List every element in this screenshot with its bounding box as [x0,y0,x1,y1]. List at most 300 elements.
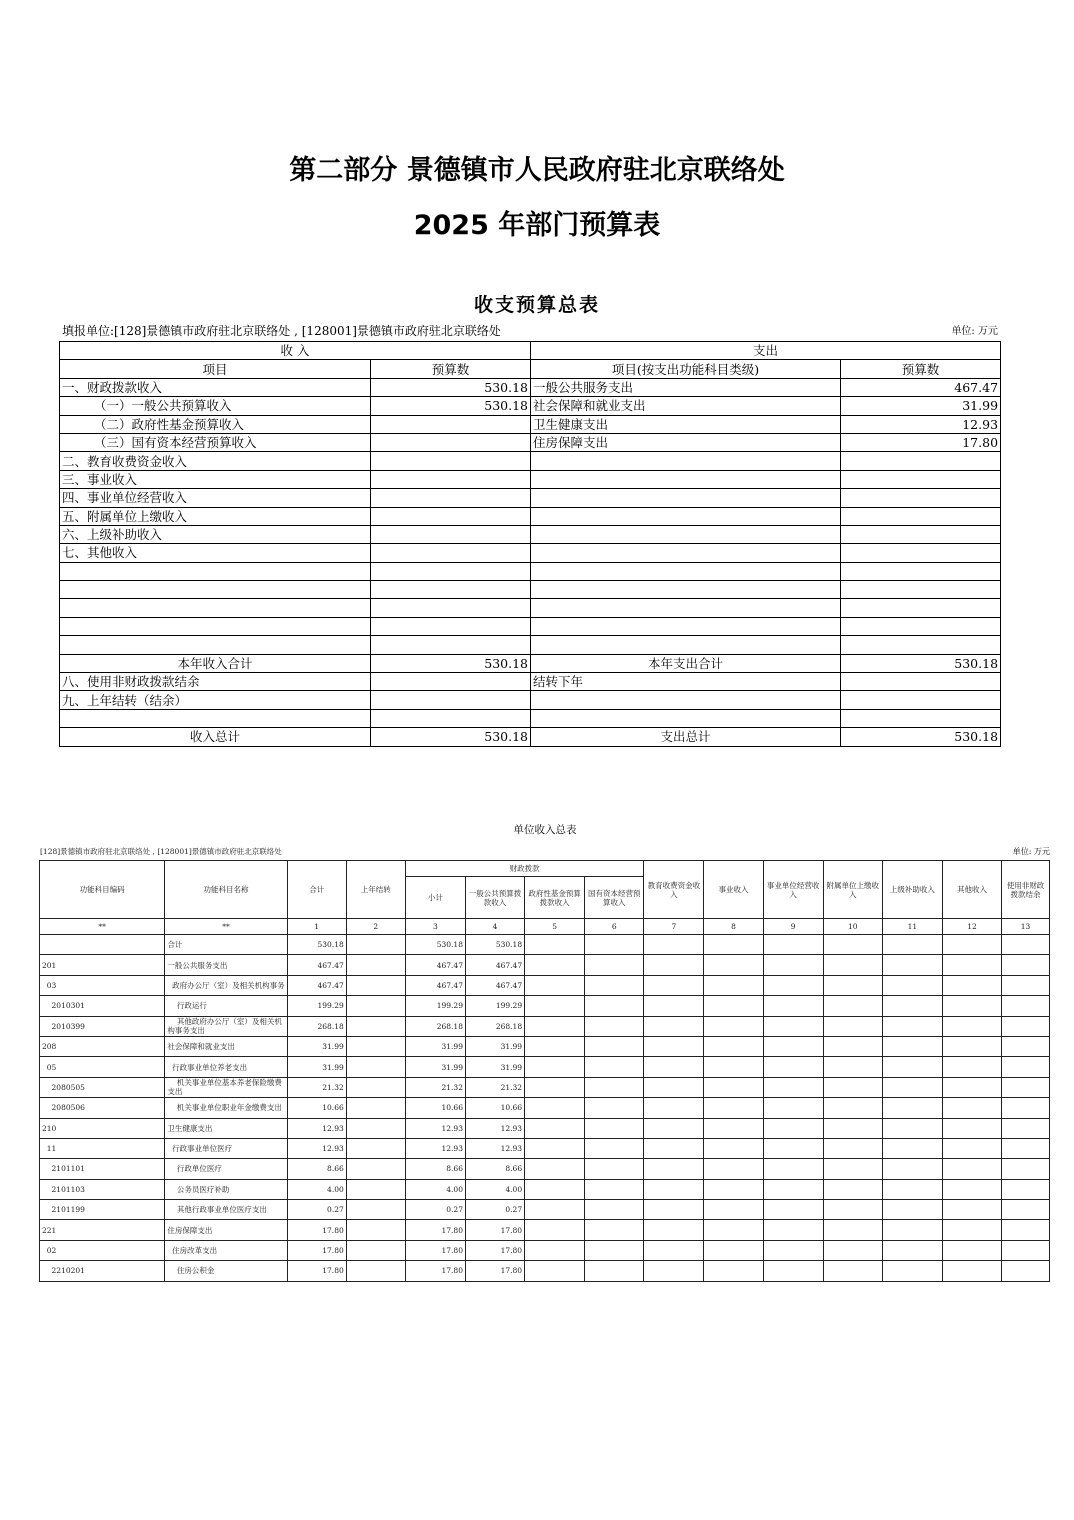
row-total: 12.93 [287,1118,346,1138]
empty-cell [525,996,585,1016]
func-name: 住房保障支出 [165,1220,287,1240]
row-last [346,955,405,975]
summary-total-row [60,691,1001,709]
empty-cell [763,975,823,995]
empty-cell [823,996,882,1016]
empty-cell [585,975,644,995]
empty-cell [763,1240,823,1260]
row-general: 31.99 [465,1057,524,1077]
summary-empty-row [60,581,1001,599]
row-total: 31.99 [287,1057,346,1077]
empty-cell [1002,1240,1050,1260]
empty-cell [1002,1200,1050,1220]
empty-cell [1002,1057,1050,1077]
empty-cell [942,1057,1001,1077]
empty-cell [763,1057,823,1077]
index-cell: 1 [287,919,346,935]
empty-cell [882,1118,942,1138]
row-total: 17.80 [287,1240,346,1260]
index-cell: 4 [465,919,524,935]
empty-cell [882,1200,942,1220]
empty-cell [763,1261,823,1281]
index-cell: 10 [823,919,882,935]
empty-cell [823,1240,882,1260]
func-code: 02 [40,1240,165,1260]
empty-cell [841,581,1001,599]
empty-cell [644,996,704,1016]
row-last [346,1261,405,1281]
row-last [346,996,405,1016]
income-item: 四、事业单位经营收入 [60,489,371,507]
summary-empty-row [60,636,1001,654]
func-name: 住房公积金 [165,1261,287,1281]
summary-table [59,341,1001,747]
year-expense-total: 本年支出合计 [531,654,841,672]
h-fund: 政府性基金预算拨款收入 [525,877,585,919]
index-cell: ** [165,919,287,935]
row-total: 467.47 [287,975,346,995]
empty-cell [531,599,841,617]
empty-cell [1002,1036,1050,1056]
year-income-total: 本年收入合计 [60,654,371,672]
income-row [40,1179,1050,1199]
func-code: 2080505 [40,1077,165,1097]
income-item: 一、财政拨款收入 [60,378,371,396]
summary-header-row [60,342,1001,360]
empty-cell [531,691,841,709]
empty-cell [823,1118,882,1138]
empty-cell [1002,935,1050,955]
empty-cell [704,1220,763,1240]
h-fiscal: 财政拨款 [405,861,643,877]
row-general: 530.18 [465,935,524,955]
empty-cell [942,1159,1001,1179]
index-cell: 13 [1002,919,1050,935]
empty-cell [942,975,1001,995]
income-row [40,1118,1050,1138]
empty-cell [882,1220,942,1240]
empty-cell [942,1036,1001,1056]
empty-cell [531,709,841,727]
income-value: 530.18 [371,397,531,415]
index-cell: 8 [704,919,763,935]
expense-value: 17.80 [841,433,1001,451]
row-total: 0.27 [287,1200,346,1220]
empty-cell [1002,996,1050,1016]
empty-cell [525,1098,585,1118]
empty-cell [1002,975,1050,995]
index-cell: 9 [763,919,823,935]
empty-cell [371,636,531,654]
row-general: 17.80 [465,1220,524,1240]
func-name: 合计 [165,935,287,955]
row-general: 21.32 [465,1077,524,1097]
row9-label: 九、上年结转（结余） [60,691,371,709]
empty-cell [823,1179,882,1199]
income-item: 三、事业收入 [60,470,371,488]
expense-value: 31.99 [841,397,1001,415]
empty-cell [942,1138,1001,1158]
empty-cell [585,1200,644,1220]
empty-cell [644,975,704,995]
empty-cell [1002,1220,1050,1240]
empty-cell [1002,1138,1050,1158]
empty-cell [882,1077,942,1097]
empty-cell [644,1098,704,1118]
row-total: 17.80 [287,1261,346,1281]
row-subtotal: 268.18 [405,1016,465,1036]
row-last [346,1098,405,1118]
func-code [40,935,165,955]
empty-cell [585,996,644,1016]
empty-cell [823,1036,882,1056]
empty-cell [763,955,823,975]
empty-cell [704,1159,763,1179]
empty-cell [644,1077,704,1097]
empty-cell [585,1077,644,1097]
row-subtotal: 8.66 [405,1159,465,1179]
income-value [371,525,531,543]
empty-cell [644,935,704,955]
empty-cell [371,709,531,727]
expense-value [841,525,1001,543]
empty-cell [942,1179,1001,1199]
expense-item: 社会保障和就业支出 [531,397,841,415]
empty-cell [585,1016,644,1036]
func-code: 2080506 [40,1098,165,1118]
row-last [346,1118,405,1138]
empty-cell [1002,1179,1050,1199]
row-subtotal: 17.80 [405,1220,465,1240]
empty-cell [644,955,704,975]
summary-empty-row [60,617,1001,635]
summary-subheader-row [60,360,1001,378]
func-name: 政府办公厅（室）及相关机构事务 [165,975,287,995]
index-cell: 6 [585,919,644,935]
row-general: 17.80 [465,1240,524,1260]
empty-cell [882,1138,942,1158]
empty-cell [644,1159,704,1179]
empty-cell [882,996,942,1016]
h-upper: 上级补助收入 [882,861,942,919]
expense-item [531,544,841,562]
empty-cell [585,935,644,955]
income-value [371,452,531,470]
summary-unit-label: 填报单位:[128]景德镇市政府驻北京联络处 , [128001]景德镇市政府驻北京联络处 [62,324,501,338]
income-item: （一）一般公共预算收入 [60,397,371,415]
empty-cell [585,1240,644,1260]
empty-cell [841,636,1001,654]
income-row [40,1016,1050,1036]
empty-cell [763,1179,823,1199]
index-cell: 2 [346,919,405,935]
empty-cell [704,1098,763,1118]
empty-cell [882,1036,942,1056]
summary-row [60,433,1001,451]
h-nonfiscal: 使用非财政拨款结余 [1002,861,1050,919]
income-index-row [40,919,1050,935]
income-header: 收 入 [60,342,531,360]
h-state: 国有资本经营预算收入 [585,877,644,919]
func-name: 行政事业单位养老支出 [165,1057,287,1077]
income-row [40,955,1050,975]
h-oper: 事业单位经营收入 [763,861,823,919]
year-income-total-value: 530.18 [371,654,531,672]
empty-cell [942,1098,1001,1118]
row-last [346,1057,405,1077]
func-code: 05 [40,1057,165,1077]
row-general: 12.93 [465,1118,524,1138]
income-header-row1 [40,861,1050,877]
empty-cell [525,955,585,975]
row-general: 12.93 [465,1138,524,1158]
income-value [371,489,531,507]
row-subtotal: 31.99 [405,1057,465,1077]
func-name: 行政事业单位医疗 [165,1138,287,1158]
item-header: 项目 [60,360,371,378]
row-subtotal: 199.29 [405,996,465,1016]
empty-cell [525,1118,585,1138]
summary-row [60,544,1001,562]
expense-value [841,452,1001,470]
income-row [40,1220,1050,1240]
summary-unit-right: 单位: 万元 [951,326,998,337]
row-subtotal: 17.80 [405,1261,465,1281]
empty-cell [1002,1261,1050,1281]
empty-cell [371,617,531,635]
empty-cell [882,1016,942,1036]
row-subtotal: 530.18 [405,935,465,955]
empty-cell [585,1159,644,1179]
h-edu: 教育收费资金收入 [644,861,704,919]
row-subtotal: 31.99 [405,1036,465,1056]
summary-total-row [60,728,1001,746]
empty-cell [60,617,371,635]
row-general: 31.99 [465,1036,524,1056]
row-general: 0.27 [465,1200,524,1220]
income-row [40,1261,1050,1281]
summary-row [60,507,1001,525]
empty-cell [704,1200,763,1220]
empty-cell [942,1118,1001,1138]
empty-cell [525,975,585,995]
empty-cell [882,975,942,995]
empty-cell [763,1036,823,1056]
income-item: （二）政府性基金预算收入 [60,415,371,433]
empty-cell [942,1016,1001,1036]
income-unit-label: [128]景德镇市政府驻北京联络处 , [128001]景德镇市政府驻北京联络处 [40,847,282,856]
empty-cell [823,1200,882,1220]
row-subtotal: 467.47 [405,955,465,975]
expense-header: 支出 [531,342,1001,360]
func-code: 201 [40,955,165,975]
empty-cell [371,599,531,617]
summary-row [60,397,1001,415]
empty-cell [1002,1016,1050,1036]
expense-value: 12.93 [841,415,1001,433]
summary-row [60,489,1001,507]
empty-cell [823,935,882,955]
expense-item: 住房保障支出 [531,433,841,451]
func-name: 行政单位医疗 [165,1159,287,1179]
income-table-title: 单位收入总表 [513,824,577,836]
empty-cell [823,1261,882,1281]
h-other: 其他收入 [942,861,1001,919]
row-general: 17.80 [465,1261,524,1281]
empty-cell [763,1200,823,1220]
func-name: 机关事业单位职业年金缴费支出 [165,1098,287,1118]
summary-title: 收支预算总表 [473,294,600,316]
income-row [40,935,1050,955]
h-career: 事业收入 [704,861,763,919]
empty-cell [841,617,1001,635]
expense-item [531,489,841,507]
empty-cell [763,1138,823,1158]
row-subtotal: 467.47 [405,975,465,995]
empty-cell [942,935,1001,955]
empty-cell [525,1016,585,1036]
func-code: 2010399 [40,1016,165,1036]
h-general: 一般公共预算拨款收入 [465,877,524,919]
empty-cell [531,562,841,580]
row-total: 21.32 [287,1077,346,1097]
income-value [371,433,531,451]
income-value [371,470,531,488]
summary-row [60,470,1001,488]
empty-cell [525,1159,585,1179]
summary-empty-row [60,562,1001,580]
income-row [40,1138,1050,1158]
empty-cell [704,1016,763,1036]
summary-row [60,525,1001,543]
empty-cell [942,1200,1001,1220]
empty-cell [644,1138,704,1158]
row-last [346,1179,405,1199]
empty-cell [763,1118,823,1138]
func-name: 社会保障和就业支出 [165,1036,287,1056]
empty-cell [525,1200,585,1220]
expense-item [531,507,841,525]
income-value: 530.18 [371,378,531,396]
index-cell: 12 [942,919,1001,935]
func-code: 2101101 [40,1159,165,1179]
row-last [346,1077,405,1097]
income-row [40,1036,1050,1056]
row-subtotal: 12.93 [405,1138,465,1158]
empty-cell [525,1240,585,1260]
empty-cell [942,1240,1001,1260]
empty-cell [823,1138,882,1158]
exp-budget-header: 预算数 [841,360,1001,378]
index-cell: 7 [644,919,704,935]
func-code: 208 [40,1036,165,1056]
empty-cell [644,1200,704,1220]
page-title-line2: 2025 年部门预算表 [413,210,661,241]
summary-row [60,452,1001,470]
empty-cell [841,673,1001,691]
empty-cell [644,1057,704,1077]
empty-cell [882,955,942,975]
empty-cell [841,599,1001,617]
summary-total-row [60,654,1001,672]
row-total: 467.47 [287,955,346,975]
func-code: 03 [40,975,165,995]
row-general: 467.47 [465,955,524,975]
func-code: 11 [40,1138,165,1158]
row-subtotal: 17.80 [405,1240,465,1260]
income-unit-right: 单位: 万元 [1012,847,1050,856]
row-last [346,975,405,995]
empty-cell [704,975,763,995]
func-code: 2101199 [40,1200,165,1220]
row-subtotal: 10.66 [405,1098,465,1118]
row-last [346,1220,405,1240]
empty-cell [1002,1077,1050,1097]
empty-cell [644,1240,704,1260]
row-total: 10.66 [287,1098,346,1118]
empty-cell [704,1036,763,1056]
empty-cell [704,996,763,1016]
func-name: 其他政府办公厅（室）及相关机构事务支出 [165,1016,287,1036]
empty-cell [1002,1098,1050,1118]
row-general: 199.29 [465,996,524,1016]
empty-cell [704,1179,763,1199]
empty-cell [60,581,371,599]
income-row [40,975,1050,995]
empty-cell [585,1179,644,1199]
empty-cell [763,1159,823,1179]
empty-cell [763,1220,823,1240]
empty-cell [525,1036,585,1056]
row-total: 8.66 [287,1159,346,1179]
income-row [40,1240,1050,1260]
expense-item [531,470,841,488]
income-item: （三）国有资本经营预算收入 [60,433,371,451]
empty-cell [371,691,531,709]
income-row [40,996,1050,1016]
row-subtotal: 4.00 [405,1179,465,1199]
income-item: 二、教育收费资金收入 [60,452,371,470]
summary-row [60,378,1001,396]
empty-cell [841,709,1001,727]
h-last: 上年结转 [346,861,405,919]
summary-empty-row [60,599,1001,617]
func-code: 210 [40,1118,165,1138]
empty-cell [371,581,531,599]
h-attach: 附属单位上缴收入 [823,861,882,919]
row-total: 268.18 [287,1016,346,1036]
empty-cell [1002,955,1050,975]
empty-cell [585,1261,644,1281]
empty-cell [704,1261,763,1281]
empty-cell [882,1261,942,1281]
empty-cell [525,1220,585,1240]
empty-cell [60,599,371,617]
row-total: 31.99 [287,1036,346,1056]
empty-cell [585,1057,644,1077]
summary-empty-row [60,709,1001,727]
row-last [346,1138,405,1158]
empty-cell [942,1261,1001,1281]
empty-cell [942,996,1001,1016]
empty-cell [704,955,763,975]
exp-item-header: 项目(按支出功能科目类级) [531,360,841,378]
h-name: 功能科目名称 [165,861,287,919]
empty-cell [823,1016,882,1036]
func-code: 2101103 [40,1179,165,1199]
empty-cell [823,1220,882,1240]
empty-cell [704,1118,763,1138]
